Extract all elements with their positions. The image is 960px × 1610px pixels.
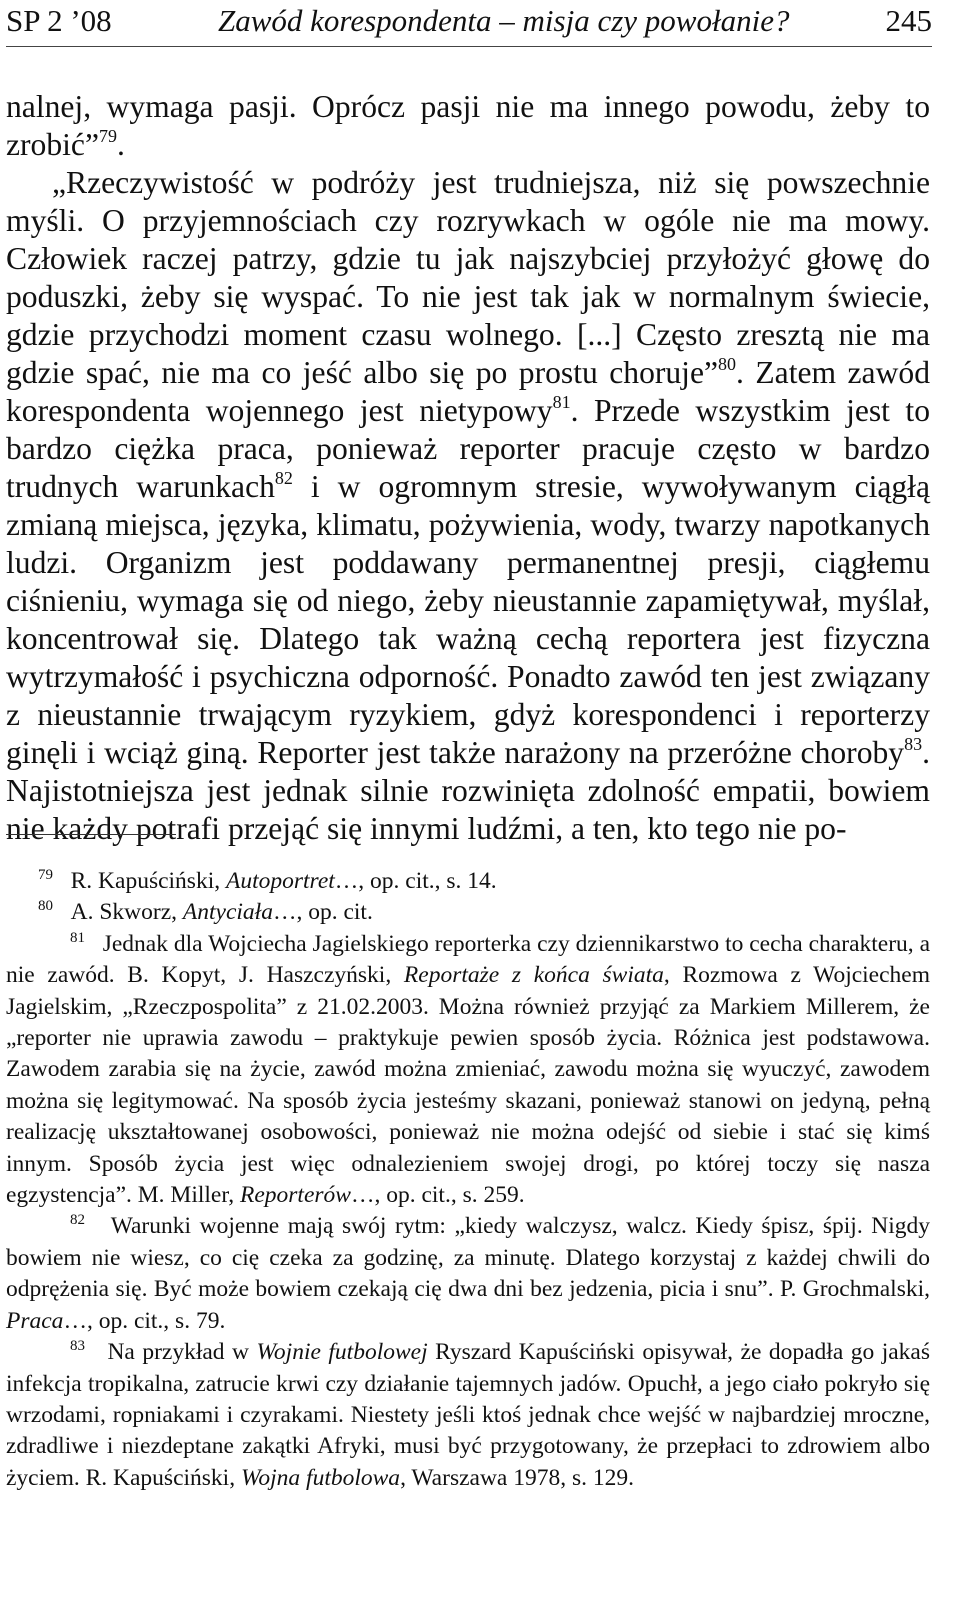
footnotes (6, 866, 930, 1494)
text-run: Na przykład w (107, 1339, 257, 1366)
main-text (6, 88, 930, 848)
text-run: , Warszawa 1978, s. 129. (400, 1464, 634, 1491)
paragraph-2 (6, 164, 930, 848)
italic-title: Praca (6, 1307, 64, 1334)
italic-title: Reportaże z końca świata (403, 962, 664, 989)
text-run: . Zatem zawód korespondenta wojennego jest nietypowy (6, 355, 930, 428)
italic-title: Antyciała (182, 899, 273, 926)
text-run: , Rozmowa z Wojciechem Jagielskim, „Rzeczpospolita” z 21.02.2003. Można również przyjąć za Markiem Millerem, że „reporter nie uprawia zawodu – praktykuje pewien sposób życia. Różnica jest podstawowa. Zawodem zarabia się na życie, zawód można zmieniać, zawodu można się wyuczyć, zawodem można się legitymować. Na sposób życia jesteśmy skazani, ponieważ stanowi on jedyną, pełną realizację ukształtowanej osobowości, ponieważ nie można odejść od siebie i stać się kimś innym. Sposób życia jest więc odnalezieniem swojej drogi, po której toczy się nasza egzystencja”. M. Miller, (6, 962, 931, 1209)
footnote-ref-82: 82 (274, 468, 293, 488)
text-run: Warunki wojenne mają swój rytm: „kiedy walczysz, walcz. Kiedy śpisz, śpij. Nigdy bowiem nie wiesz, co cię czeka za godzinę, za minutę. Dlatego korzystaj z każdej chwili do odprężenia się. Być może bowiem czekają cię dwa dni bez jedzenia, picia i snu”. P. Grochmalski, (6, 1213, 931, 1303)
text-run: …, op. cit., s. 259. (350, 1182, 525, 1209)
footnote-separator (6, 834, 176, 835)
text-run: …, op. cit., s. 79. (63, 1307, 226, 1334)
text-run: Jednak dla Wojciecha Jagielskiego reporterka czy dziennikarstwo to cecha charakteru, a nie zawód. B. Kopyt, J. Haszczyński, (6, 930, 930, 989)
text-run: nalnej, wymaga pasji. Oprócz pasji nie ma innego powodu, żeby to zrobić” (6, 89, 930, 162)
text-run: i w ogromnym stresie, wywoływanym ciągłą zmianą miejsca, języka, klimatu, pożywienia, wody, twarzy napotkanych ludzi. Organizm jest poddawany permanentnej presji, ciągłemu ciśnieniu, wymaga się od niego, żeby nieustannie zapamiętywał, myślał, koncentrował się. Dlatego tak ważną cechą reportera jest fizyczna wytrzymałość i psychiczna odporność. Ponadto zawód ten jest związany z nieustannie trwającym ryzykiem, gdyż korespondenci i reporterzy ginęli i wciąż giną. Reporter jest także narażony na przeróżne choroby (6, 469, 930, 770)
text-run: . Przede wszystkim jest to bardzo ciężka praca, ponieważ reporter pracuje często w bardzo trudnych warunkach (6, 393, 931, 504)
italic-title: Wojnie futbolowej (256, 1339, 428, 1366)
text-run: . Najistotniejsza jest jednak silnie rozwinięta zdolność empatii, bowiem nie każdy potrafi przejąć się innymi ludźmi, a ten, kto tego nie po- (6, 735, 930, 846)
journal-issue: SP 2 ’08 (6, 3, 112, 38)
italic-title: Reporterów (239, 1182, 351, 1209)
running-header (6, 0, 932, 47)
footnote-82: 82 Warunki wojenne mają swój rytm: „kiedy walczysz, walcz. Kiedy śpisz, śpij. Nigdy bowiem nie wiesz, co cię czeka za godzinę, za minutę. Dlatego korzystaj z każdej chwili do odprężenia się. Być może bowiem czekają cię dwa dni bez jedzenia, picia i snu”. P. Grochmalski, Praca…, op. cit., s. 79. (6, 1212, 931, 1334)
text-run: …, op. cit. (272, 899, 373, 926)
text-run: R. Kapuściński, (70, 868, 226, 894)
footnote-ref-79: 79 (98, 126, 117, 146)
running-title: Zawód korespondenta – misja czy powołanie? (218, 3, 790, 38)
text-run: A. Skworz, (70, 899, 183, 926)
footnote-79: 79 R. Kapuściński, Autoportret…, op. cit., s. 14. (38, 867, 497, 894)
italic-title: Autoportret (225, 868, 335, 894)
footnote-ref-81: 81 (552, 392, 571, 412)
footnote-80: 80 A. Skworz, Antyciała…, op. cit. (38, 898, 373, 926)
text-run: Ryszard Kapuściński opisywał, że dopadła go jakaś infekcja tropikalna, zatrucie krwi czy działanie tajemnych jadów. Opuchł, a jego ciało pokryło się wrzodami, ropniakami i czyrakami. Niestety jeśli ktoś jednak chce wejść w najbardziej mroczne, zdradliwe i niezdeptane zakątki Afryki, musi być przygotowany, że przepłaci to zdrowiem albo życiem. R. Kapuściński, (6, 1339, 931, 1491)
text-run: „Rzeczywistość w podróży jest trudniejsza, niż się powszechnie myśli. O przyjemnościach czy rozrywkach w ogóle nie ma mowy. Człowiek raczej patrzy, gdzie tu jak najszybciej przyłożyć głowę do poduszki, żeby się wyspać. To nie jest tak jak w normalnym świecie, gdzie przychodzi moment czasu wolnego. [...] Często zresztą nie ma gdzie spać, nie ma co jeść albo się po prostu choruje” (6, 165, 930, 390)
paragraph-1 (6, 88, 930, 164)
page-number: 245 (885, 3, 932, 38)
footnote-81: 81 Jednak dla Wojciecha Jagielskiego reporterka czy dziennikarstwo to cecha charakteru, a nie zawód. B. Kopyt, J. Haszczyński, Reportaże z końca świata, Rozmowa z Wojciechem Jagielskim, „Rzeczpospolita” z 21.02.2003. Można również przyjąć za Markiem Millerem, że „reporter nie uprawia zawodu – praktykuje pewien sposób życia. Różnica jest podstawowa. Zawodem zarabia się na życie, zawód można zmieniać, zawodu można się wyuczyć, zawodem można się legitymować. Na sposób życia jesteśmy skazani, ponieważ stanowi on jedyną, pełną realizację ukształtowanej osobowości, ponieważ nie można odejść od siebie i stać się kimś innym. Sposób życia jest więc odnalezieniem swojej drogi, po której toczy się nasza egzystencja”. M. Miller, Reporterów…, op. cit., s. 259. (6, 929, 931, 1209)
text-run: . (116, 127, 125, 162)
footnote-ref-80: 80 (718, 354, 737, 374)
text-run: …, op. cit., s. 14. (334, 868, 497, 894)
footnote-ref-83: 83 (904, 734, 923, 754)
footnote-83: 83 Na przykład w Wojnie futbolowej Ryszard Kapuściński opisywał, że dopadła go jakaś infekcja tropikalna, zatrucie krwi czy działanie tajemnych jadów. Opuchł, a jego ciało pokryło się wrzodami, ropniakami i czyrakami. Niestety jeśli ktoś jednak chce wejść w najbardziej mroczne, zdradliwe i niezdeptane zakątki Afryki, musi być przygotowany, że przepłaci to zdrowiem albo życiem. R. Kapuściński, Wojna futbolowa, Warszawa 1978, s. 129. (6, 1338, 931, 1491)
italic-title: Wojna futbolowa (240, 1464, 401, 1491)
